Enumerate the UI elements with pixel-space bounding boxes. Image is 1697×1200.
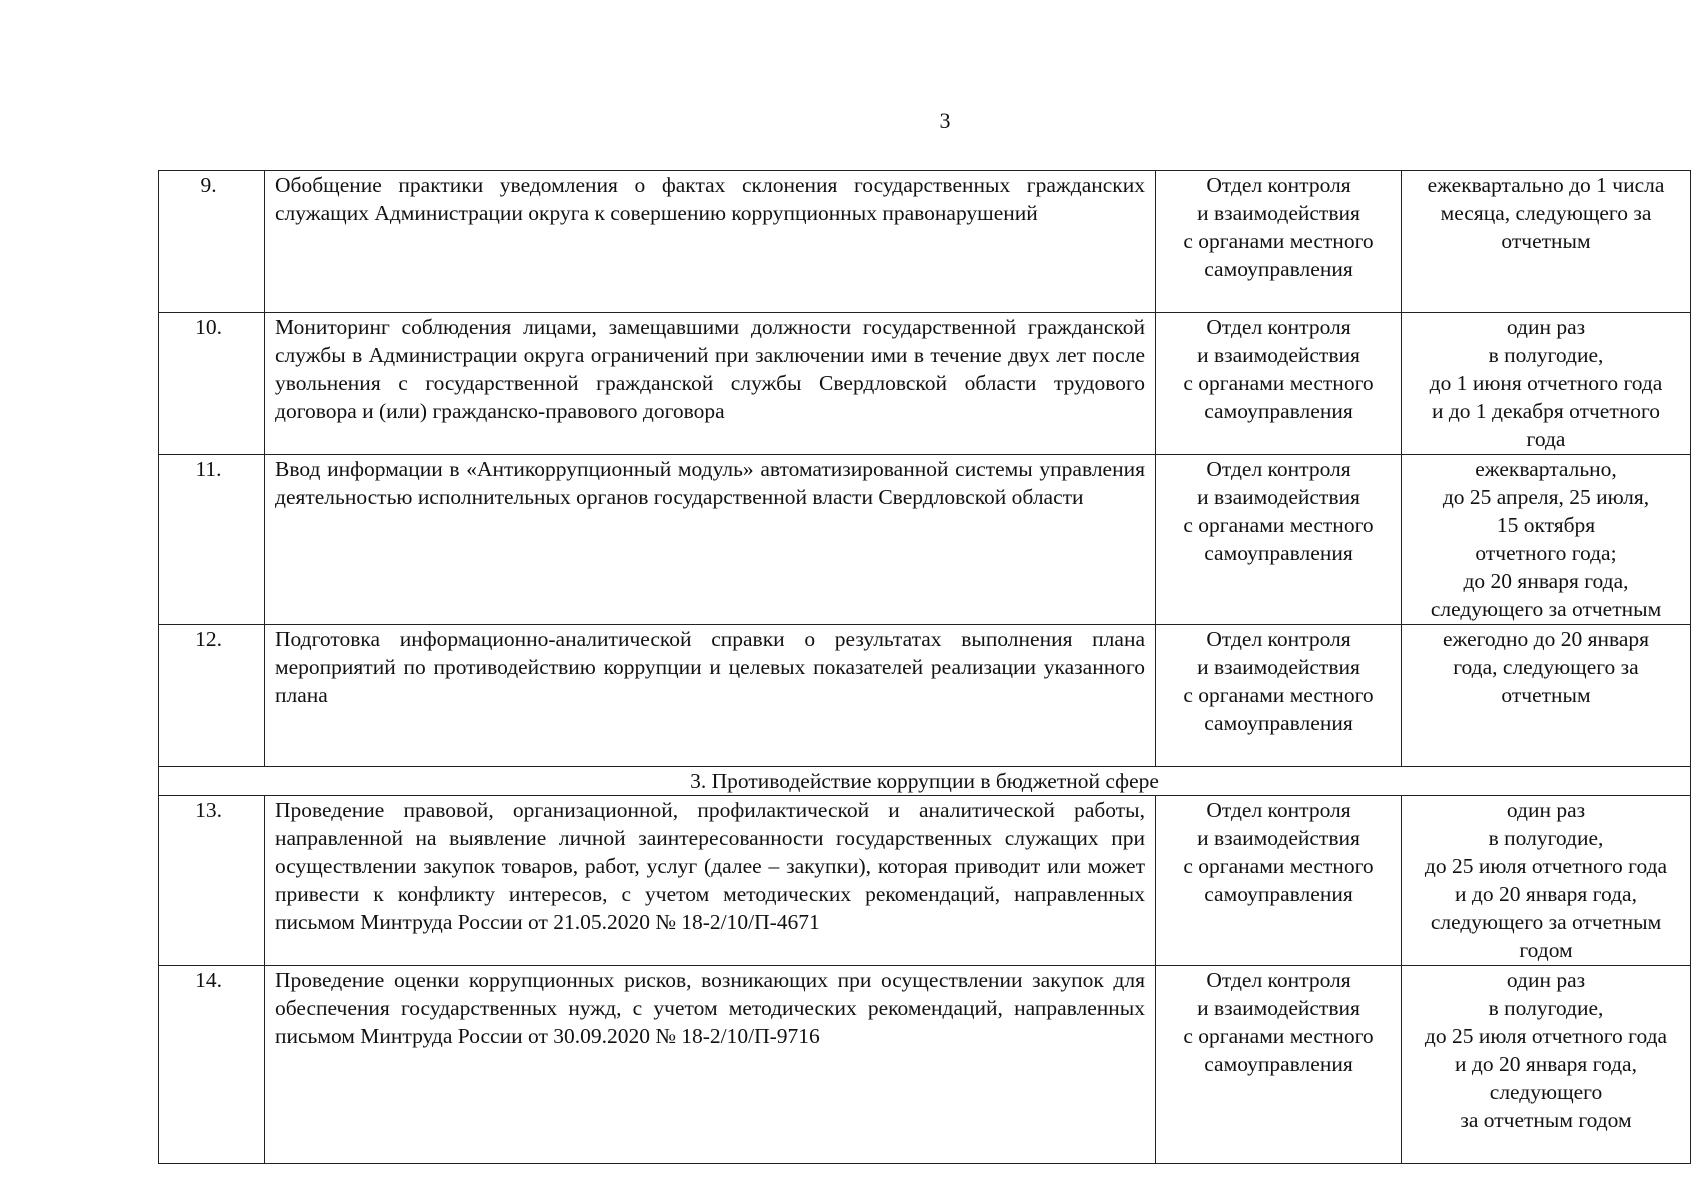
row-number: 13. <box>159 796 265 966</box>
deadline: ежеквартально до 1 числа месяца, следующего за отчетным <box>1402 171 1691 313</box>
section-title: 3. Противодействие коррупции в бюджетной сфере <box>159 767 1691 796</box>
responsible-unit: Отдел контроля и взаимодействия с органами местного самоуправления <box>1156 171 1402 313</box>
deadline: ежеквартально, до 25 апреля, 25 июля, 15 октября отчетного года; до 20 января года, следующего за отчетным <box>1402 455 1691 625</box>
measure-description: Обобщение практики уведомления о фактах склонения государственных гражданских служащих Администрации округа к совершению коррупционных правонарушений <box>265 171 1156 313</box>
deadline: один раз в полугодие, до 25 июля отчетного года и до 20 января года, следующего за отчетным годом <box>1402 796 1691 966</box>
measure-description: Проведение оценки коррупционных рисков, возникающих при осуществлении закупок для обеспечения государственных нужд, с учетом методических рекомендаций, направленных письмом Минтруда России от 30.09.2020 № 18-2/10/П-9716 <box>265 966 1156 1164</box>
row-number: 12. <box>159 625 265 767</box>
table-row <box>159 313 1691 455</box>
table-row <box>159 171 1691 313</box>
row-number: 11. <box>159 455 265 625</box>
measure-description: Подготовка информационно-аналитической справки о результатах выполнения плана мероприятий по противодействию коррупции и целевых показателей реализации указанного плана <box>265 625 1156 767</box>
page-number: 3 <box>939 108 951 133</box>
table-row <box>159 625 1691 767</box>
measure-description: Ввод информации в «Антикоррупционный модуль» автоматизированной системы управления деятельностью исполнительных органов государственной власти Свердловской области <box>265 455 1156 625</box>
section-header-row <box>159 767 1691 796</box>
table-row <box>159 455 1691 625</box>
measures-table <box>158 170 1691 1164</box>
deadline: один раз в полугодие, до 1 июня отчетного года и до 1 декабря отчетного года <box>1402 313 1691 455</box>
responsible-unit: Отдел контроля и взаимодействия с органами местного самоуправления <box>1156 313 1402 455</box>
measure-description: Мониторинг соблюдения лицами, замещавшими должности государственной гражданской службы в Администрации округа ограничений при заключении ими в течение двух лет после увольнения с государственной гражданской службы Свердловской области трудового договора и (или) гражданско-правового договора <box>265 313 1156 455</box>
deadline: ежегодно до 20 января года, следующего за отчетным <box>1402 625 1691 767</box>
row-number: 9. <box>159 171 265 313</box>
responsible-unit: Отдел контроля и взаимодействия с органами местного самоуправления <box>1156 625 1402 767</box>
responsible-unit: Отдел контроля и взаимодействия с органами местного самоуправления <box>1156 796 1402 966</box>
row-number: 10. <box>159 313 265 455</box>
measure-description: Проведение правовой, организационной, профилактической и аналитической работы, направленной на выявление личной заинтересованности государственных служащих при осуществлении закупок товаров, работ, услуг (далее – закупки), которая приводит или может привести к конфликту интересов, с учетом методических рекомендаций, направленных письмом Минтруда России от 21.05.2020 № 18-2/10/П-4671 <box>265 796 1156 966</box>
responsible-unit: Отдел контроля и взаимодействия с органами местного самоуправления <box>1156 455 1402 625</box>
row-number: 14. <box>159 966 265 1164</box>
deadline: один раз в полугодие, до 25 июля отчетного года и до 20 января года, следующего за отчетным годом <box>1402 966 1691 1164</box>
table-row <box>159 966 1691 1164</box>
table-row <box>159 796 1691 966</box>
responsible-unit: Отдел контроля и взаимодействия с органами местного самоуправления <box>1156 966 1402 1164</box>
